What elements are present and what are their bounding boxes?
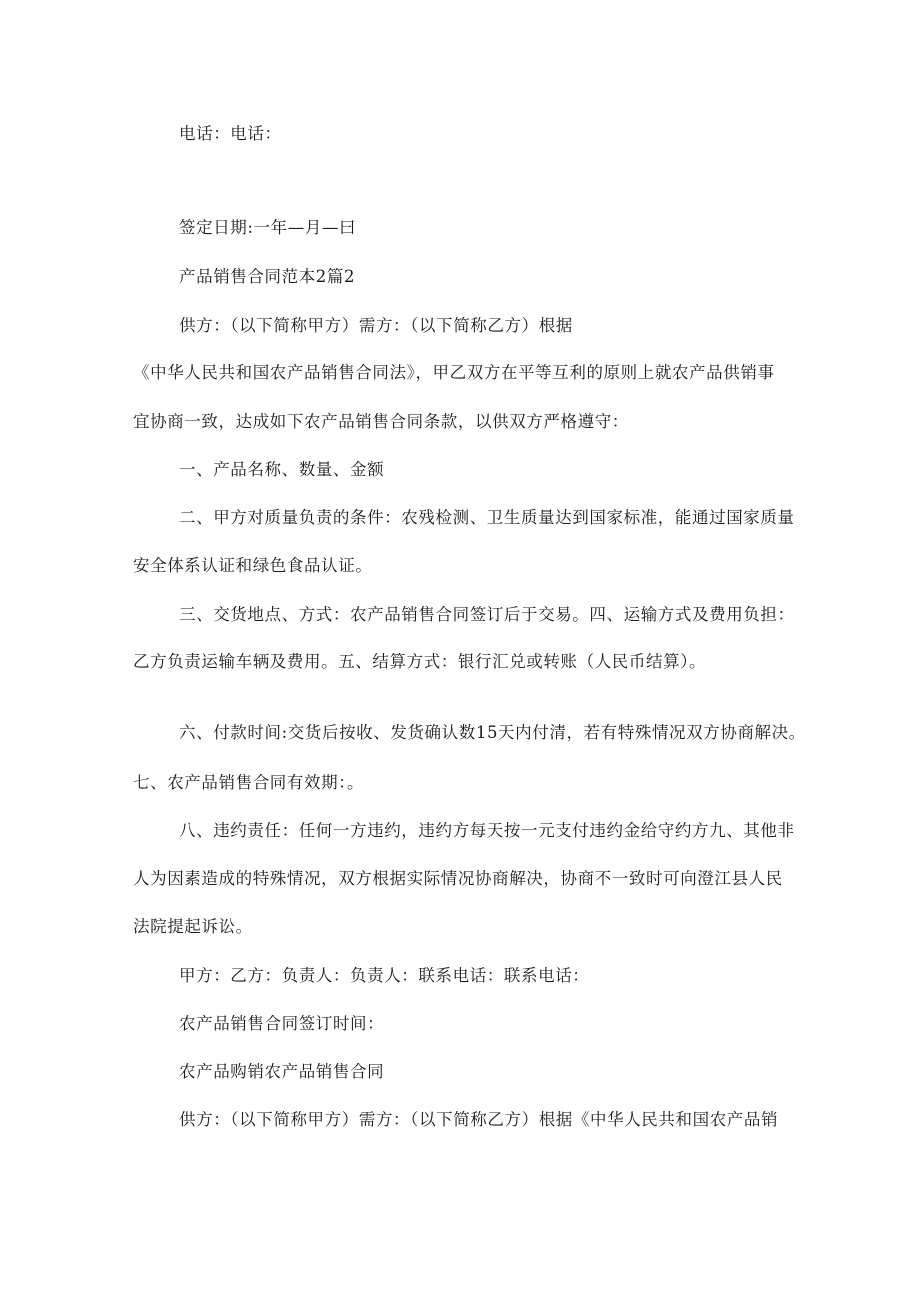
clause-line: 一、产品名称、数量、金额	[179, 460, 385, 479]
paragraph-line: 人为因素造成的特殊情况，双方根据实际情况协商解决，协商不一致时可向澄江县人民	[133, 869, 783, 888]
paragraph-line: 安全体系认证和绿色食品认证。	[133, 556, 373, 575]
paragraph-line: 供方：（以下简称甲方）需方：（以下简称乙方）根据	[179, 316, 573, 335]
paragraph-line: 宜协商一致，达成如下农产品销售合同条款，以供双方严格遵守：	[133, 412, 629, 431]
paragraph-line: 《中华人民共和国农产品销售合同法》，甲乙双方在平等互利的原则上就农产品供销事	[133, 363, 775, 382]
paragraph-line: 乙方负责运输车辆及费用。五、结算方式：银行汇兑或转账（人民币结算）。	[133, 652, 707, 671]
signature-line: 甲方：乙方：负责人：负责人：联系电话：联系电话：	[179, 966, 590, 985]
clause-line: 八、违约责任：任何一方违约，违约方每天按一元支付违约金给守约方九、其他非	[179, 821, 795, 840]
clause-line: 七、农产品销售合同有效期：。	[133, 773, 365, 792]
section-title: 产品销售合同范本2篇2	[179, 267, 356, 286]
paragraph-line: 法院提起诉讼。	[133, 917, 253, 936]
phone-line: 电话：电话：	[179, 124, 282, 143]
signing-date-line: 签定日期:一年—月—曰	[179, 218, 357, 237]
paragraph-line: 供方：（以下简称甲方）需方：（以下简称乙方）根据《中华人民共和国农产品销	[179, 1110, 779, 1129]
clause-line: 三、交货地点、方式：农产品销售合同签订后于交易。四、运输方式及费用负担：	[179, 605, 795, 624]
clause-line: 六、付款时间:交货后按收、发货确认数15天内付清，若有特殊情况双方协商解决。	[179, 723, 806, 742]
signing-time-line: 农产品销售合同签订时间：	[179, 1014, 385, 1033]
clause-line: 二、甲方对质量负责的条件：农残检测、卫生质量达到国家标准，能通过国家质量	[179, 508, 795, 527]
section-title: 农产品购销农产品销售合同	[179, 1062, 385, 1081]
